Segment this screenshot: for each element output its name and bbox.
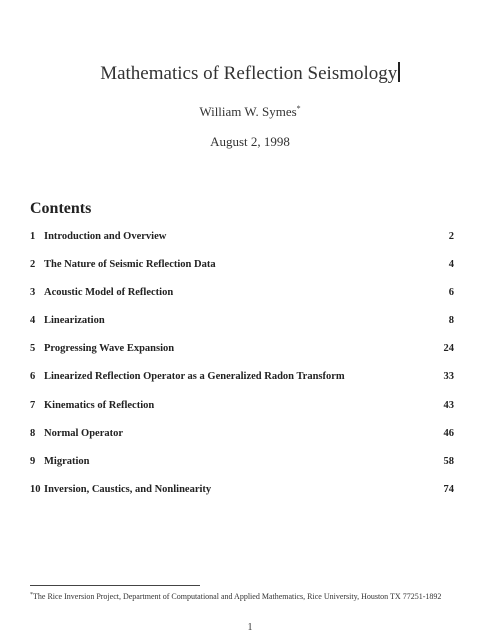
toc-title: Progressing Wave Expansion <box>44 343 175 355</box>
title-text: Mathematics of Reflection Seismology <box>100 63 398 84</box>
toc-page: 43 <box>443 399 454 411</box>
toc-page: 33 <box>443 371 454 383</box>
toc-number: 10 <box>30 483 41 495</box>
toc-title: Introduction and Overview <box>44 231 167 242</box>
toc-title: Kinematics of Reflection <box>44 399 155 411</box>
toc-number: 9 <box>30 455 36 467</box>
author-footnote-mark: * <box>296 104 301 113</box>
toc-page: 6 <box>448 287 454 299</box>
author-name: William W. Symes <box>199 104 297 119</box>
toc-entry[interactable] <box>30 400 454 428</box>
toc-title: Migration <box>44 455 90 467</box>
toc-entry[interactable] <box>30 231 454 259</box>
toc-title: Acoustic Model of Reflection <box>44 287 174 299</box>
toc-number: 8 <box>30 427 36 439</box>
toc-entry[interactable] <box>30 371 454 399</box>
footnote <box>30 589 454 603</box>
toc-page: 8 <box>448 315 454 327</box>
footnote-divider <box>30 585 200 586</box>
document-title <box>0 62 500 85</box>
toc-title: Linearized Reflection Operator as a Generalized Radon Transform <box>44 371 345 383</box>
footnote-text: The Rice Inversion Project, Department of Computational and Applied Mathematics, Rice University, Houston TX 77251-1892 <box>33 592 442 601</box>
toc-title: Inversion, Caustics, and Nonlinearity <box>44 483 212 495</box>
toc-entry[interactable] <box>30 484 454 512</box>
table-of-contents <box>30 231 454 512</box>
footnote-mark: * <box>30 592 33 598</box>
toc-page: 58 <box>443 455 454 467</box>
toc-number: 1 <box>30 231 36 242</box>
toc-page: 2 <box>448 231 454 242</box>
document-date: August 2, 1998 <box>210 134 290 149</box>
toc-number: 5 <box>30 343 36 355</box>
toc-entry[interactable] <box>30 315 454 343</box>
toc-entry[interactable] <box>30 287 454 315</box>
page-number: 1 <box>247 622 253 633</box>
contents-heading: Contents <box>30 200 92 217</box>
toc-entry[interactable] <box>30 428 454 456</box>
toc-page: 4 <box>448 259 454 271</box>
toc-page: 24 <box>443 343 454 355</box>
toc-number: 2 <box>30 259 36 271</box>
document-author <box>0 104 500 120</box>
toc-entry[interactable] <box>30 456 454 484</box>
toc-page: 46 <box>443 427 454 439</box>
toc-title: The Nature of Seismic Reflection Data <box>44 259 216 271</box>
text-cursor <box>398 62 400 82</box>
toc-number: 7 <box>30 399 36 411</box>
toc-entry[interactable] <box>30 343 454 371</box>
toc-title: Linearization <box>44 315 105 327</box>
toc-number: 3 <box>30 287 36 299</box>
toc-number: 4 <box>30 315 36 327</box>
toc-number: 6 <box>30 371 36 383</box>
toc-page: 74 <box>443 483 454 495</box>
toc-entry[interactable] <box>30 259 454 287</box>
toc-title: Normal Operator <box>44 427 124 439</box>
